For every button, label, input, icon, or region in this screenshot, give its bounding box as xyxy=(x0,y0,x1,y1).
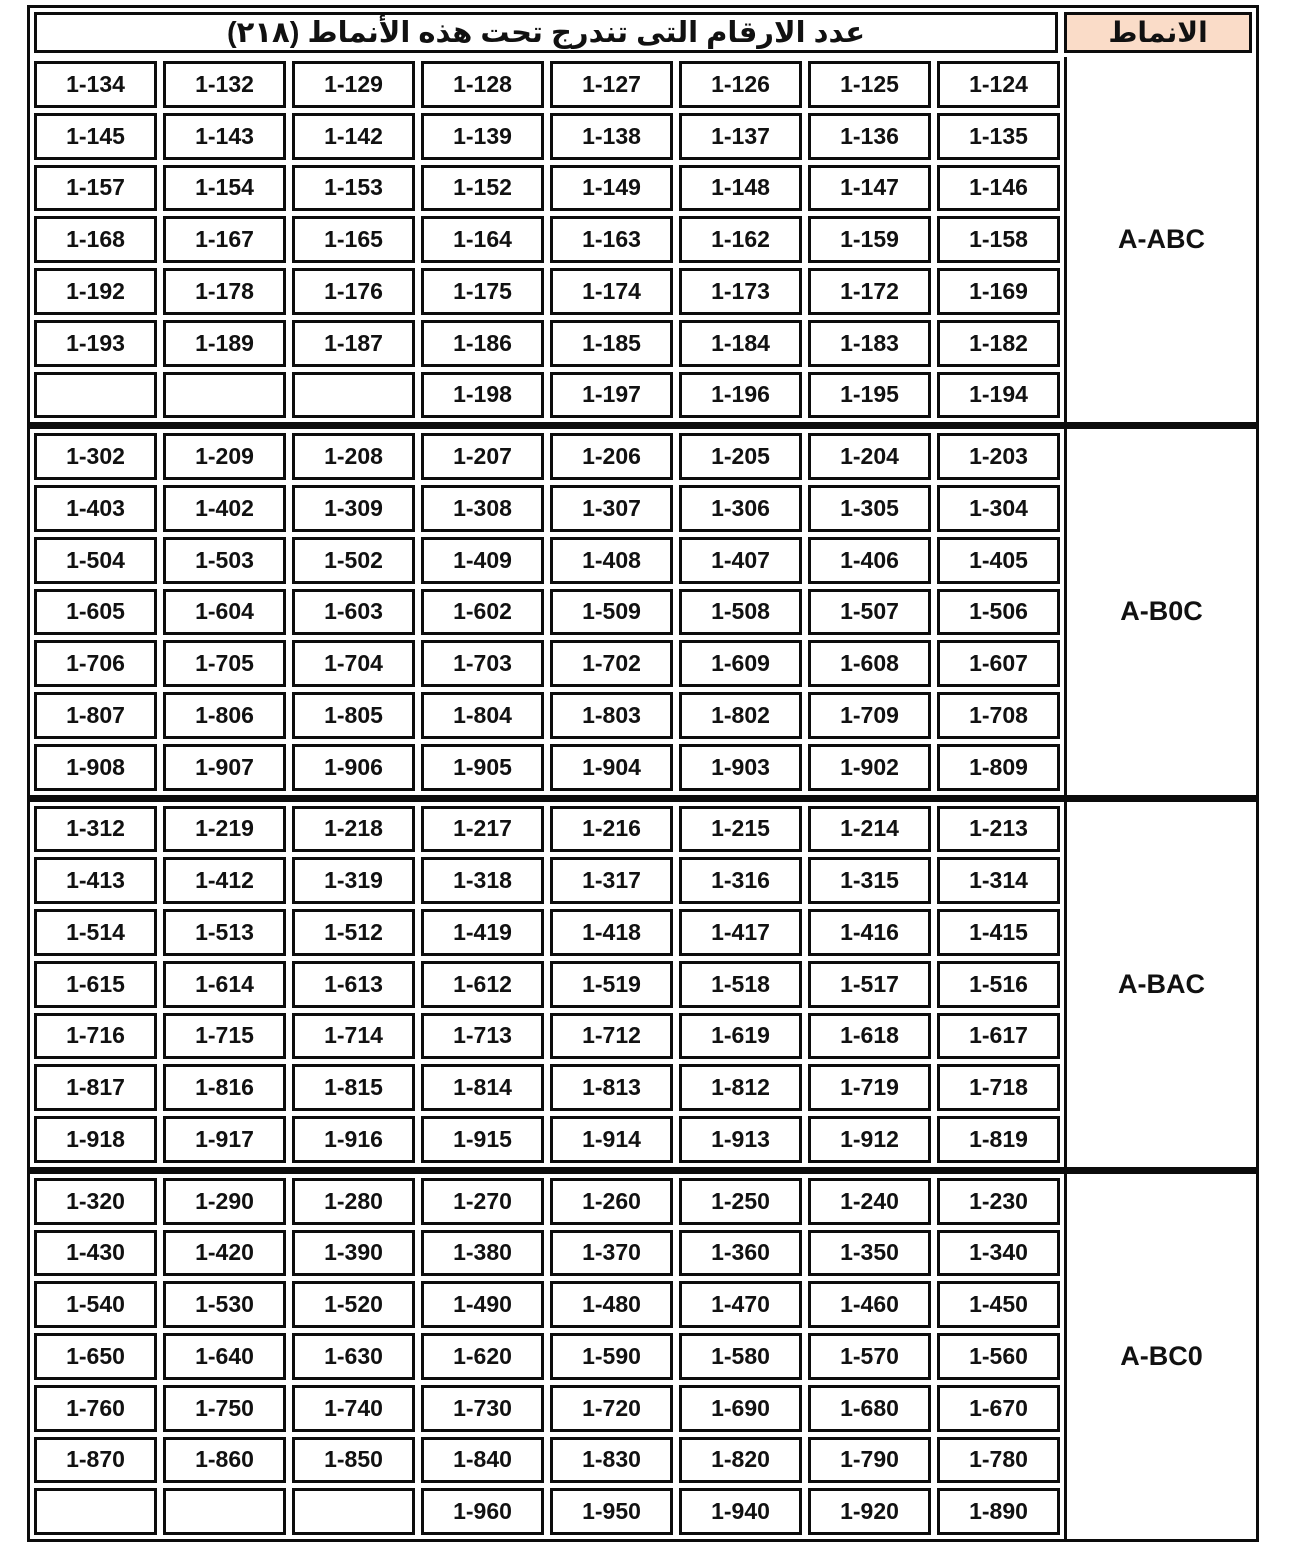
number-cell: 1-709 xyxy=(808,692,931,739)
number-cell: 1-175 xyxy=(421,268,544,315)
number-cell: 1-513 xyxy=(163,909,286,956)
number-cell: 1-607 xyxy=(937,640,1060,687)
number-cell: 1-803 xyxy=(550,692,673,739)
number-cell: 1-802 xyxy=(679,692,802,739)
number-cell: 1-167 xyxy=(163,216,286,263)
number-cell: 1-914 xyxy=(550,1116,673,1163)
number-cell: 1-158 xyxy=(937,216,1060,263)
number-cell: 1-603 xyxy=(292,589,415,636)
number-cell: 1-712 xyxy=(550,1013,673,1060)
number-cell: 1-518 xyxy=(679,961,802,1008)
number-cell: 1-315 xyxy=(808,857,931,904)
number-cell: 1-159 xyxy=(808,216,931,263)
number-cell: 1-164 xyxy=(421,216,544,263)
number-cell: 1-514 xyxy=(34,909,157,956)
number-cell: 1-912 xyxy=(808,1116,931,1163)
number-cell: 1-193 xyxy=(34,320,157,367)
number-cell: 1-790 xyxy=(808,1437,931,1484)
number-cell: 1-307 xyxy=(550,485,673,532)
numbers-grid xyxy=(30,1174,1064,1539)
number-cell: 1-560 xyxy=(937,1333,1060,1380)
number-cell: 1-309 xyxy=(292,485,415,532)
number-cell: 1-209 xyxy=(163,433,286,480)
number-cell: 1-318 xyxy=(421,857,544,904)
pattern-section xyxy=(30,422,1256,794)
number-cell: 1-206 xyxy=(550,433,673,480)
pattern-label: A-ABC xyxy=(1064,57,1256,422)
number-cell: 1-830 xyxy=(550,1437,673,1484)
number-cell: 1-153 xyxy=(292,165,415,212)
number-cell: 1-817 xyxy=(34,1064,157,1111)
number-cell: 1-308 xyxy=(421,485,544,532)
number-cell: 1-918 xyxy=(34,1116,157,1163)
number-cell: 1-940 xyxy=(679,1488,802,1535)
number-cell: 1-146 xyxy=(937,165,1060,212)
number-cell: 1-205 xyxy=(679,433,802,480)
number-cell: 1-630 xyxy=(292,1333,415,1380)
number-cell: 1-916 xyxy=(292,1116,415,1163)
number-cell: 1-380 xyxy=(421,1230,544,1277)
empty-cell xyxy=(34,1488,157,1535)
number-cell: 1-230 xyxy=(937,1178,1060,1225)
number-cell: 1-390 xyxy=(292,1230,415,1277)
numbers-grid xyxy=(30,57,1064,422)
pattern-section xyxy=(30,1167,1256,1539)
number-cell: 1-142 xyxy=(292,113,415,160)
number-cell: 1-807 xyxy=(34,692,157,739)
number-cell: 1-203 xyxy=(937,433,1060,480)
number-cell: 1-905 xyxy=(421,744,544,791)
number-cell: 1-184 xyxy=(679,320,802,367)
number-cell: 1-509 xyxy=(550,589,673,636)
number-cell: 1-320 xyxy=(34,1178,157,1225)
pattern-label: A-BC0 xyxy=(1064,1174,1256,1539)
number-cell: 1-196 xyxy=(679,372,802,419)
number-cell: 1-612 xyxy=(421,961,544,1008)
number-cell: 1-805 xyxy=(292,692,415,739)
number-cell: 1-750 xyxy=(163,1385,286,1432)
number-cell: 1-890 xyxy=(937,1488,1060,1535)
number-cell: 1-172 xyxy=(808,268,931,315)
number-cell: 1-516 xyxy=(937,961,1060,1008)
number-cell: 1-405 xyxy=(937,537,1060,584)
number-cell: 1-407 xyxy=(679,537,802,584)
number-cell: 1-615 xyxy=(34,961,157,1008)
number-cell: 1-920 xyxy=(808,1488,931,1535)
number-cell: 1-154 xyxy=(163,165,286,212)
number-cell: 1-602 xyxy=(421,589,544,636)
number-cell: 1-340 xyxy=(937,1230,1060,1277)
number-cell: 1-162 xyxy=(679,216,802,263)
number-cell: 1-157 xyxy=(34,165,157,212)
number-cell: 1-413 xyxy=(34,857,157,904)
number-cell: 1-804 xyxy=(421,692,544,739)
number-cell: 1-613 xyxy=(292,961,415,1008)
pattern-section xyxy=(30,57,1256,422)
number-cell: 1-903 xyxy=(679,744,802,791)
number-cell: 1-143 xyxy=(163,113,286,160)
number-cell: 1-815 xyxy=(292,1064,415,1111)
number-cell: 1-860 xyxy=(163,1437,286,1484)
number-cell: 1-840 xyxy=(421,1437,544,1484)
number-cell: 1-614 xyxy=(163,961,286,1008)
number-cell: 1-319 xyxy=(292,857,415,904)
number-cell: 1-902 xyxy=(808,744,931,791)
number-cell: 1-370 xyxy=(550,1230,673,1277)
number-cell: 1-314 xyxy=(937,857,1060,904)
pattern-label: A-B0C xyxy=(1064,429,1256,794)
number-cell: 1-819 xyxy=(937,1116,1060,1163)
number-cell: 1-813 xyxy=(550,1064,673,1111)
number-cell: 1-218 xyxy=(292,806,415,853)
number-cell: 1-250 xyxy=(679,1178,802,1225)
number-cell: 1-198 xyxy=(421,372,544,419)
number-cell: 1-214 xyxy=(808,806,931,853)
empty-cell xyxy=(292,372,415,419)
number-cell: 1-125 xyxy=(808,61,931,108)
number-cell: 1-580 xyxy=(679,1333,802,1380)
number-cell: 1-219 xyxy=(163,806,286,853)
number-cell: 1-132 xyxy=(163,61,286,108)
number-cell: 1-403 xyxy=(34,485,157,532)
number-cell: 1-317 xyxy=(550,857,673,904)
number-cell: 1-718 xyxy=(937,1064,1060,1111)
number-cell: 1-604 xyxy=(163,589,286,636)
number-cell: 1-216 xyxy=(550,806,673,853)
number-cell: 1-503 xyxy=(163,537,286,584)
number-cell: 1-409 xyxy=(421,537,544,584)
number-cell: 1-708 xyxy=(937,692,1060,739)
number-cell: 1-870 xyxy=(34,1437,157,1484)
numbers-grid xyxy=(30,802,1064,1167)
number-cell: 1-186 xyxy=(421,320,544,367)
number-cell: 1-540 xyxy=(34,1281,157,1328)
number-cell: 1-195 xyxy=(808,372,931,419)
number-cell: 1-304 xyxy=(937,485,1060,532)
number-cell: 1-420 xyxy=(163,1230,286,1277)
number-cell: 1-402 xyxy=(163,485,286,532)
numbers-grid xyxy=(30,429,1064,794)
patterns-column-header: الانماط xyxy=(1064,12,1252,53)
number-cell: 1-182 xyxy=(937,320,1060,367)
number-cell: 1-480 xyxy=(550,1281,673,1328)
empty-cell xyxy=(34,372,157,419)
number-cell: 1-360 xyxy=(679,1230,802,1277)
number-cell: 1-760 xyxy=(34,1385,157,1432)
number-cell: 1-408 xyxy=(550,537,673,584)
number-cell: 1-730 xyxy=(421,1385,544,1432)
number-cell: 1-415 xyxy=(937,909,1060,956)
number-cell: 1-720 xyxy=(550,1385,673,1432)
number-cell: 1-907 xyxy=(163,744,286,791)
number-cell: 1-149 xyxy=(550,165,673,212)
number-cell: 1-917 xyxy=(163,1116,286,1163)
number-cell: 1-620 xyxy=(421,1333,544,1380)
number-cell: 1-705 xyxy=(163,640,286,687)
number-cell: 1-217 xyxy=(421,806,544,853)
number-cell: 1-168 xyxy=(34,216,157,263)
number-cell: 1-530 xyxy=(163,1281,286,1328)
pattern-section xyxy=(30,795,1256,1167)
number-cell: 1-215 xyxy=(679,806,802,853)
number-cell: 1-280 xyxy=(292,1178,415,1225)
number-cell: 1-517 xyxy=(808,961,931,1008)
number-cell: 1-152 xyxy=(421,165,544,212)
number-cell: 1-670 xyxy=(937,1385,1060,1432)
number-cell: 1-128 xyxy=(421,61,544,108)
number-cell: 1-780 xyxy=(937,1437,1060,1484)
empty-cell xyxy=(292,1488,415,1535)
number-cell: 1-906 xyxy=(292,744,415,791)
number-cell: 1-416 xyxy=(808,909,931,956)
number-cell: 1-508 xyxy=(679,589,802,636)
number-cell: 1-704 xyxy=(292,640,415,687)
number-cell: 1-417 xyxy=(679,909,802,956)
number-cell: 1-169 xyxy=(937,268,1060,315)
number-cell: 1-960 xyxy=(421,1488,544,1535)
number-cell: 1-470 xyxy=(679,1281,802,1328)
number-cell: 1-127 xyxy=(550,61,673,108)
number-cell: 1-450 xyxy=(937,1281,1060,1328)
number-cell: 1-904 xyxy=(550,744,673,791)
patterns-table xyxy=(27,5,1259,1542)
number-cell: 1-174 xyxy=(550,268,673,315)
number-cell: 1-183 xyxy=(808,320,931,367)
number-cell: 1-617 xyxy=(937,1013,1060,1060)
number-cell: 1-715 xyxy=(163,1013,286,1060)
number-cell: 1-502 xyxy=(292,537,415,584)
number-cell: 1-519 xyxy=(550,961,673,1008)
sections-container xyxy=(30,57,1256,1539)
number-cell: 1-520 xyxy=(292,1281,415,1328)
number-cell: 1-640 xyxy=(163,1333,286,1380)
number-cell: 1-136 xyxy=(808,113,931,160)
number-cell: 1-590 xyxy=(550,1333,673,1380)
number-cell: 1-139 xyxy=(421,113,544,160)
number-cell: 1-460 xyxy=(808,1281,931,1328)
number-cell: 1-350 xyxy=(808,1230,931,1277)
number-cell: 1-719 xyxy=(808,1064,931,1111)
number-cell: 1-163 xyxy=(550,216,673,263)
number-cell: 1-208 xyxy=(292,433,415,480)
number-cell: 1-504 xyxy=(34,537,157,584)
number-cell: 1-650 xyxy=(34,1333,157,1380)
number-cell: 1-145 xyxy=(34,113,157,160)
number-cell: 1-406 xyxy=(808,537,931,584)
number-cell: 1-129 xyxy=(292,61,415,108)
number-cell: 1-850 xyxy=(292,1437,415,1484)
number-cell: 1-703 xyxy=(421,640,544,687)
number-cell: 1-690 xyxy=(679,1385,802,1432)
number-cell: 1-178 xyxy=(163,268,286,315)
number-cell: 1-306 xyxy=(679,485,802,532)
number-cell: 1-204 xyxy=(808,433,931,480)
number-cell: 1-419 xyxy=(421,909,544,956)
empty-cell xyxy=(163,372,286,419)
number-cell: 1-490 xyxy=(421,1281,544,1328)
number-cell: 1-915 xyxy=(421,1116,544,1163)
pattern-label: A-BAC xyxy=(1064,802,1256,1167)
number-cell: 1-608 xyxy=(808,640,931,687)
number-cell: 1-816 xyxy=(163,1064,286,1111)
number-cell: 1-740 xyxy=(292,1385,415,1432)
number-cell: 1-213 xyxy=(937,806,1060,853)
number-cell: 1-609 xyxy=(679,640,802,687)
number-cell: 1-507 xyxy=(808,589,931,636)
number-cell: 1-713 xyxy=(421,1013,544,1060)
number-cell: 1-189 xyxy=(163,320,286,367)
number-cell: 1-138 xyxy=(550,113,673,160)
table-header-row xyxy=(30,8,1256,57)
number-cell: 1-126 xyxy=(679,61,802,108)
number-cell: 1-135 xyxy=(937,113,1060,160)
number-cell: 1-192 xyxy=(34,268,157,315)
number-cell: 1-176 xyxy=(292,268,415,315)
number-cell: 1-706 xyxy=(34,640,157,687)
number-cell: 1-302 xyxy=(34,433,157,480)
number-cell: 1-260 xyxy=(550,1178,673,1225)
number-cell: 1-148 xyxy=(679,165,802,212)
number-cell: 1-197 xyxy=(550,372,673,419)
number-cell: 1-412 xyxy=(163,857,286,904)
number-cell: 1-714 xyxy=(292,1013,415,1060)
number-cell: 1-305 xyxy=(808,485,931,532)
number-cell: 1-812 xyxy=(679,1064,802,1111)
number-cell: 1-240 xyxy=(808,1178,931,1225)
number-cell: 1-908 xyxy=(34,744,157,791)
number-cell: 1-187 xyxy=(292,320,415,367)
number-cell: 1-820 xyxy=(679,1437,802,1484)
number-cell: 1-207 xyxy=(421,433,544,480)
number-cell: 1-147 xyxy=(808,165,931,212)
number-cell: 1-605 xyxy=(34,589,157,636)
number-cell: 1-165 xyxy=(292,216,415,263)
number-cell: 1-173 xyxy=(679,268,802,315)
number-cell: 1-316 xyxy=(679,857,802,904)
number-cell: 1-312 xyxy=(34,806,157,853)
number-cell: 1-814 xyxy=(421,1064,544,1111)
table-title: عدد الارقام التى تندرج تحت هذه الأنماط (٢١٨) xyxy=(34,12,1058,53)
number-cell: 1-619 xyxy=(679,1013,802,1060)
number-cell: 1-618 xyxy=(808,1013,931,1060)
number-cell: 1-950 xyxy=(550,1488,673,1535)
number-cell: 1-290 xyxy=(163,1178,286,1225)
empty-cell xyxy=(163,1488,286,1535)
number-cell: 1-506 xyxy=(937,589,1060,636)
number-cell: 1-680 xyxy=(808,1385,931,1432)
number-cell: 1-809 xyxy=(937,744,1060,791)
number-cell: 1-716 xyxy=(34,1013,157,1060)
number-cell: 1-512 xyxy=(292,909,415,956)
number-cell: 1-137 xyxy=(679,113,802,160)
number-cell: 1-124 xyxy=(937,61,1060,108)
number-cell: 1-806 xyxy=(163,692,286,739)
number-cell: 1-270 xyxy=(421,1178,544,1225)
number-cell: 1-185 xyxy=(550,320,673,367)
number-cell: 1-913 xyxy=(679,1116,802,1163)
number-cell: 1-430 xyxy=(34,1230,157,1277)
number-cell: 1-194 xyxy=(937,372,1060,419)
number-cell: 1-418 xyxy=(550,909,673,956)
number-cell: 1-134 xyxy=(34,61,157,108)
number-cell: 1-570 xyxy=(808,1333,931,1380)
number-cell: 1-702 xyxy=(550,640,673,687)
